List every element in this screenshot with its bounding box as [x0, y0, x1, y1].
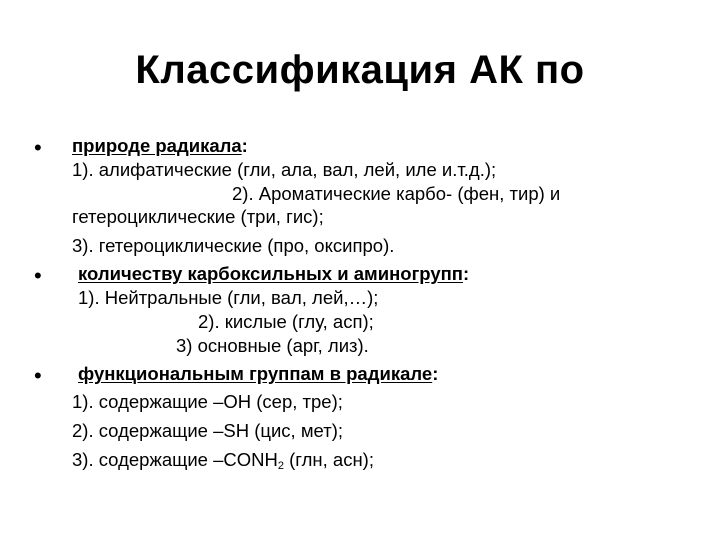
section-3-line-3: [72, 449, 374, 477]
section-3-line-1: 1). содержащие –ОН (сер, тре);: [72, 391, 343, 412]
bullet-1: •: [34, 135, 42, 160]
section-2-heading-line: [78, 263, 469, 285]
section-1-heading: природе радикала: [72, 135, 242, 156]
section-1-line-3: гетероциклические (три, гис);: [72, 206, 324, 227]
section-1-line-4: 3). гетероциклические (про, оксипро).: [72, 235, 395, 256]
section-3-heading: функциональным группам в радикале: [78, 363, 433, 384]
section-3-heading-line: [78, 363, 438, 385]
section-3-colon: :: [432, 363, 439, 384]
section-1-heading-line: [72, 135, 248, 157]
bullet-3: •: [34, 363, 42, 388]
slide-title: Классификация АК по: [135, 48, 585, 92]
section-3-line-3-prefix: 3). содержащие –CONH: [72, 449, 278, 470]
section-3-line-3-suffix: (глн, асн);: [283, 449, 374, 470]
section-3-line-3-subscript: 2: [277, 460, 284, 472]
section-1-line-2: 2). Ароматические карбо- (фен, тир) и: [232, 183, 561, 204]
section-1-line-1: 1). алифатические (гли, ала, вал, лей, иле и.т.д.);: [72, 159, 497, 180]
section-2-heading: количеству карбоксильных и аминогрупп: [78, 263, 463, 284]
section-2-line-3: 3) основные (арг, лиз).: [176, 335, 369, 356]
section-1-colon: :: [241, 135, 248, 156]
bullet-2: •: [34, 263, 42, 288]
section-3-line-2: 2). содержащие –SH (цис, мет);: [72, 420, 344, 441]
section-2-line-2: 2). кислые (глу, асп);: [198, 311, 374, 332]
section-2-line-1: 1). Нейтральные (гли, вал, лей,…);: [78, 287, 379, 308]
section-2-colon: :: [462, 263, 470, 284]
